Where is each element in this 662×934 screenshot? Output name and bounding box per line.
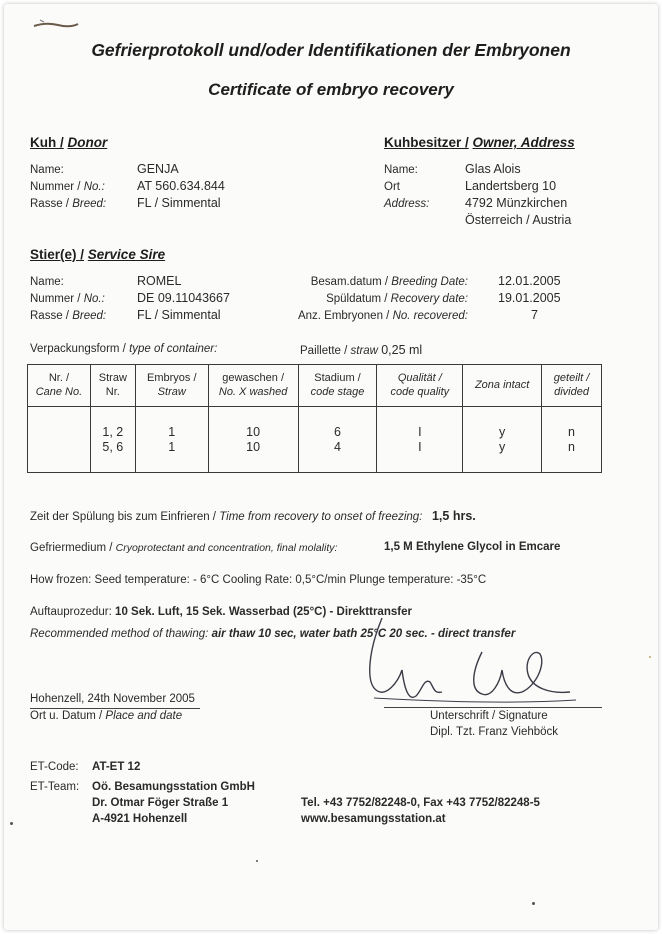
sire-number-value: DE 09.11043667: [137, 291, 230, 305]
col-header-divided: geteilt / divided: [542, 365, 602, 407]
et-team-label: ET-Team:: [30, 781, 80, 793]
cell-straw: 1, 2 5, 6: [90, 407, 135, 473]
container-label-en: type of container:: [129, 343, 218, 355]
recovery-date-label-en: Recovery date:: [390, 293, 468, 305]
cell-stage: 6 4: [298, 407, 377, 473]
signature-line: [384, 707, 602, 708]
container-label-de: Verpackungsform /: [30, 343, 126, 355]
sire-number-label: [30, 293, 105, 305]
embryos-recovered-value: 7: [531, 308, 538, 322]
et-web: www.besamungsstation.at: [301, 813, 446, 825]
cell-quality: I I: [377, 407, 463, 473]
sire-name-label: Name:: [30, 276, 64, 288]
place-date-line: [30, 708, 200, 709]
medium-value: 1,5 M Ethylene Glycol in Emcare: [384, 541, 561, 553]
thaw-line-de: [30, 606, 412, 618]
donor-name-value: GENJA: [137, 162, 179, 176]
donor-heading-en: Donor: [67, 135, 108, 150]
speck: [532, 902, 535, 905]
donor-breed-value: FL / Simmental: [137, 196, 221, 210]
freeze-time-value: 1,5 hrs.: [431, 509, 476, 523]
col-header-quality: Qualität / code quality: [377, 365, 463, 407]
pen-mark: [32, 16, 82, 32]
embryos-recovered-label-de: Anz. Embryonen /: [297, 310, 390, 322]
freeze-time-label-de: Zeit der Spülung bis zum Einfrieren /: [30, 511, 217, 523]
speck: [256, 860, 258, 862]
breeding-date-label-en: Breeding Date:: [391, 276, 468, 288]
freeze-time-line: [30, 509, 476, 523]
table-row: [28, 407, 602, 473]
sire-heading-de: Stier(e) /: [30, 247, 85, 262]
cell-embryos: 1 1: [135, 407, 208, 473]
sire-breed-label-de: Rasse /: [30, 310, 69, 322]
place-date-label: [30, 710, 182, 722]
container-value-size: 0,25 ml: [381, 343, 423, 357]
donor-breed-label-de: Rasse /: [30, 198, 69, 210]
owner-name-value: Glas Alois: [465, 162, 521, 176]
owner-place-value: Landertsberg 10: [465, 179, 557, 193]
place-date-label-de: Ort u. Datum /: [30, 710, 103, 722]
donor-number-label-de: Nummer /: [30, 181, 81, 193]
sire-breed-value: FL / Simmental: [137, 308, 221, 322]
signature-label: Unterschrift / Signature: [430, 710, 548, 722]
sire-breed-label-en: Breed:: [72, 310, 107, 322]
breeding-date-label-de: Besam.datum /: [310, 276, 389, 288]
medium-label-de: Gefriermedium /: [30, 542, 113, 554]
container-value-en: straw: [350, 345, 378, 357]
sire-number-label-de: Nummer /: [30, 293, 81, 305]
sire-heading: [30, 247, 165, 262]
embryo-table: [27, 364, 602, 473]
col-header-zona: Zona intact: [463, 365, 542, 407]
thaw-label-en: Recommended method of thawing:: [30, 628, 209, 640]
donor-heading: [30, 135, 107, 150]
donor-breed-label-en: Breed:: [72, 198, 107, 210]
et-contact: Tel. +43 7752/82248-0, Fax +43 7752/82248-5: [301, 797, 540, 809]
owner-place-label: Ort: [384, 181, 400, 193]
et-team-line2: Dr. Otmar Föger Straße 1: [92, 797, 229, 809]
sire-heading-en: Service Sire: [87, 247, 166, 262]
speck: [649, 656, 651, 658]
owner-heading-de: Kuhbesitzer /: [384, 135, 469, 150]
handwritten-signature: [364, 612, 584, 722]
thaw-value-de: 10 Sek. Luft, 15 Sek. Wasserbad (25°C) - Direkttransfer: [115, 606, 412, 618]
cell-cane: [28, 407, 91, 473]
document-subtitle: Certificate of embryo recovery: [208, 80, 454, 99]
breeding-date-value: 12.01.2005: [498, 274, 561, 288]
embryos-recovered-label: [228, 310, 468, 322]
owner-heading-en: Owner, Address: [472, 135, 575, 150]
col-header-cane: Nr. / Cane No.: [28, 365, 91, 407]
col-header-stage: Stadium / code stage: [298, 365, 377, 407]
donor-breed-label: [30, 198, 106, 210]
signatory-name: Dipl. Tzt. Franz Viehböck: [430, 726, 559, 738]
thaw-label-de: Auftauprozedur:: [30, 606, 112, 618]
document-title: Gefrierprotokoll und/oder Identifikationen der Embryonen: [91, 40, 571, 60]
medium-label: [30, 542, 337, 554]
donor-number-label: [30, 181, 105, 193]
owner-address-label: Address:: [384, 198, 430, 210]
freeze-time-label-en: Time from recovery to onset of freezing:: [219, 511, 423, 523]
owner-name-label: Name:: [384, 164, 418, 176]
col-header-washed: gewaschen / No. X washed: [208, 365, 298, 407]
sire-name-value: ROMEL: [137, 274, 182, 288]
owner-country-value: Österreich / Austria: [465, 213, 572, 227]
donor-heading-de: Kuh /: [30, 135, 64, 150]
cell-divided: n n: [542, 407, 602, 473]
cell-washed: 10 10: [208, 407, 298, 473]
col-header-embryos: Embryos / Straw: [135, 365, 208, 407]
cell-zona: y y: [463, 407, 542, 473]
speck: [10, 822, 13, 825]
donor-number-value: AT 560.634.844: [137, 179, 225, 193]
sire-breed-label: [30, 310, 106, 322]
place-date-label-en: Place and date: [105, 710, 183, 722]
certificate-page: [4, 4, 658, 930]
col-header-straw: Straw Nr.: [90, 365, 135, 407]
sire-number-label-en: No.:: [83, 293, 105, 305]
container-value: [300, 343, 422, 357]
container-label: [30, 343, 217, 355]
how-frozen-line: How frozen: Seed temperature: - 6°C Cooling Rate: 0,5°C/min Plunge temperature: -35°C: [30, 574, 487, 586]
recovery-date-value: 19.01.2005: [498, 291, 561, 305]
embryos-recovered-label-en: No. recovered:: [392, 310, 468, 322]
thaw-value-en: air thaw 10 sec, water bath 25°C 20 sec. - direct transfer: [211, 628, 516, 640]
donor-number-label-en: No.:: [83, 181, 105, 193]
owner-address-value: 4792 Münzkirchen: [465, 196, 568, 210]
table-header-row: [28, 365, 602, 407]
medium-label-en: Cryoprotectant and concentration, final molality:: [115, 542, 338, 554]
owner-heading: [384, 135, 575, 150]
container-value-de: Paillette /: [300, 345, 348, 357]
et-code-label: ET-Code:: [30, 761, 79, 773]
et-team-line3: A-4921 Hohenzell: [92, 813, 188, 825]
breeding-date-label: [228, 276, 468, 288]
recovery-date-label: [228, 293, 468, 305]
recovery-date-label-de: Spüldatum /: [326, 293, 388, 305]
et-team-line1: Oö. Besamungsstation GmbH: [92, 781, 255, 793]
et-code-value: AT-ET 12: [92, 761, 141, 773]
donor-name-label: Name:: [30, 164, 64, 176]
place-date-value: Hohenzell, 24th November 2005: [30, 693, 195, 705]
